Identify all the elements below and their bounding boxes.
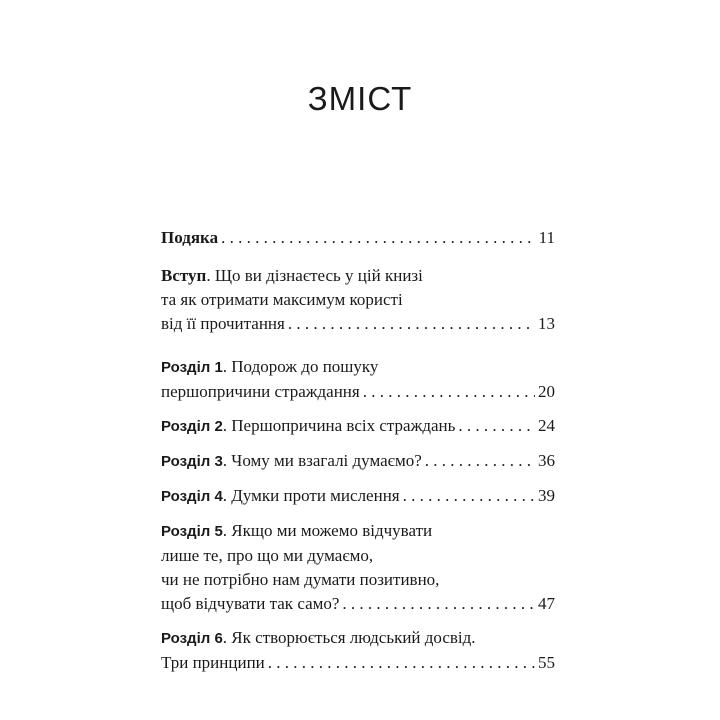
toc-page-number: 55	[538, 653, 555, 672]
toc-page-number: 13	[538, 314, 555, 333]
toc-entry-label: Розділ 3	[161, 453, 223, 470]
toc-line	[161, 414, 555, 439]
leader-dots	[363, 380, 535, 404]
toc-entry-text: Три принципи	[161, 653, 265, 672]
toc-entry-title: . Думки проти мислення	[222, 486, 400, 505]
toc-line	[161, 484, 555, 509]
leader-dots	[425, 449, 535, 473]
toc-page-number: 11	[538, 228, 555, 247]
toc-entry-text	[161, 226, 218, 250]
leader-dots	[403, 484, 535, 508]
toc-entry-text	[161, 414, 455, 439]
toc-line: та як отримати максимум користі	[161, 290, 403, 309]
toc-line	[161, 626, 555, 651]
toc-line: чи не потрібно нам думати позитивно,	[161, 570, 440, 589]
toc-entry-label: Розділ 4	[161, 488, 223, 505]
leader-dots	[342, 592, 535, 616]
toc-entry-chapter-6	[161, 626, 555, 675]
toc-page-number: 20	[538, 382, 555, 401]
toc-entry-title: . Чому ми взагалі думаємо?	[222, 451, 422, 470]
toc-entry-text: . Якщо ми можемо відчувати	[222, 521, 433, 540]
toc-page-number: 47	[538, 594, 555, 613]
toc-entry-text	[161, 449, 422, 474]
toc-line	[161, 380, 555, 404]
toc-line	[161, 519, 555, 544]
toc-entry-acknowledgements	[161, 226, 555, 250]
toc-page-number: 24	[538, 416, 555, 435]
toc-line	[161, 226, 555, 250]
toc-entry-chapter-2	[161, 414, 555, 439]
toc-entry-text: від її прочитання	[161, 314, 285, 333]
toc-entry-chapter-4	[161, 484, 555, 509]
toc-line	[161, 355, 555, 380]
page-title: ЗМІСТ	[307, 80, 413, 117]
leader-dots	[458, 414, 535, 438]
toc-entry-text: першопричини страждання	[161, 382, 360, 401]
toc-entry-chapter-1	[161, 355, 555, 404]
toc-entry-text: . Подорож до пошуку	[222, 357, 379, 376]
toc-entry-label: Розділ 5	[161, 523, 223, 540]
toc-entry-text: . Що ви дізнаєтесь у цій книзі	[206, 266, 423, 285]
leader-dots	[221, 226, 536, 250]
toc-entry-chapter-5	[161, 519, 555, 616]
toc-entry-label: Розділ 6	[161, 630, 223, 647]
toc-entry-title: . Першопричина всіх страждань	[222, 416, 456, 435]
toc-entry-chapter-3	[161, 449, 555, 474]
toc-line: лише те, про що ми думаємо,	[161, 546, 374, 565]
toc-line	[161, 651, 555, 675]
table-of-contents	[161, 226, 555, 675]
toc-entry-introduction	[161, 264, 555, 336]
toc-line	[161, 449, 555, 474]
toc-entry-label: Розділ 2	[161, 418, 223, 435]
toc-line	[161, 592, 555, 616]
leader-dots	[268, 651, 535, 675]
toc-line	[161, 264, 555, 288]
toc-page-number: 36	[538, 451, 555, 470]
toc-entry-label: Розділ 1	[161, 359, 223, 376]
toc-entry-label: Вступ	[161, 266, 207, 285]
leader-dots	[288, 312, 535, 336]
toc-page-number: 39	[538, 486, 555, 505]
toc-entry-text	[161, 484, 400, 509]
toc-entry-text: щоб відчувати так само?	[161, 594, 340, 613]
toc-line	[161, 312, 555, 336]
toc-entry-text: . Як створюється людський досвід.	[222, 628, 476, 647]
toc-entry-label: Подяка	[161, 228, 219, 247]
